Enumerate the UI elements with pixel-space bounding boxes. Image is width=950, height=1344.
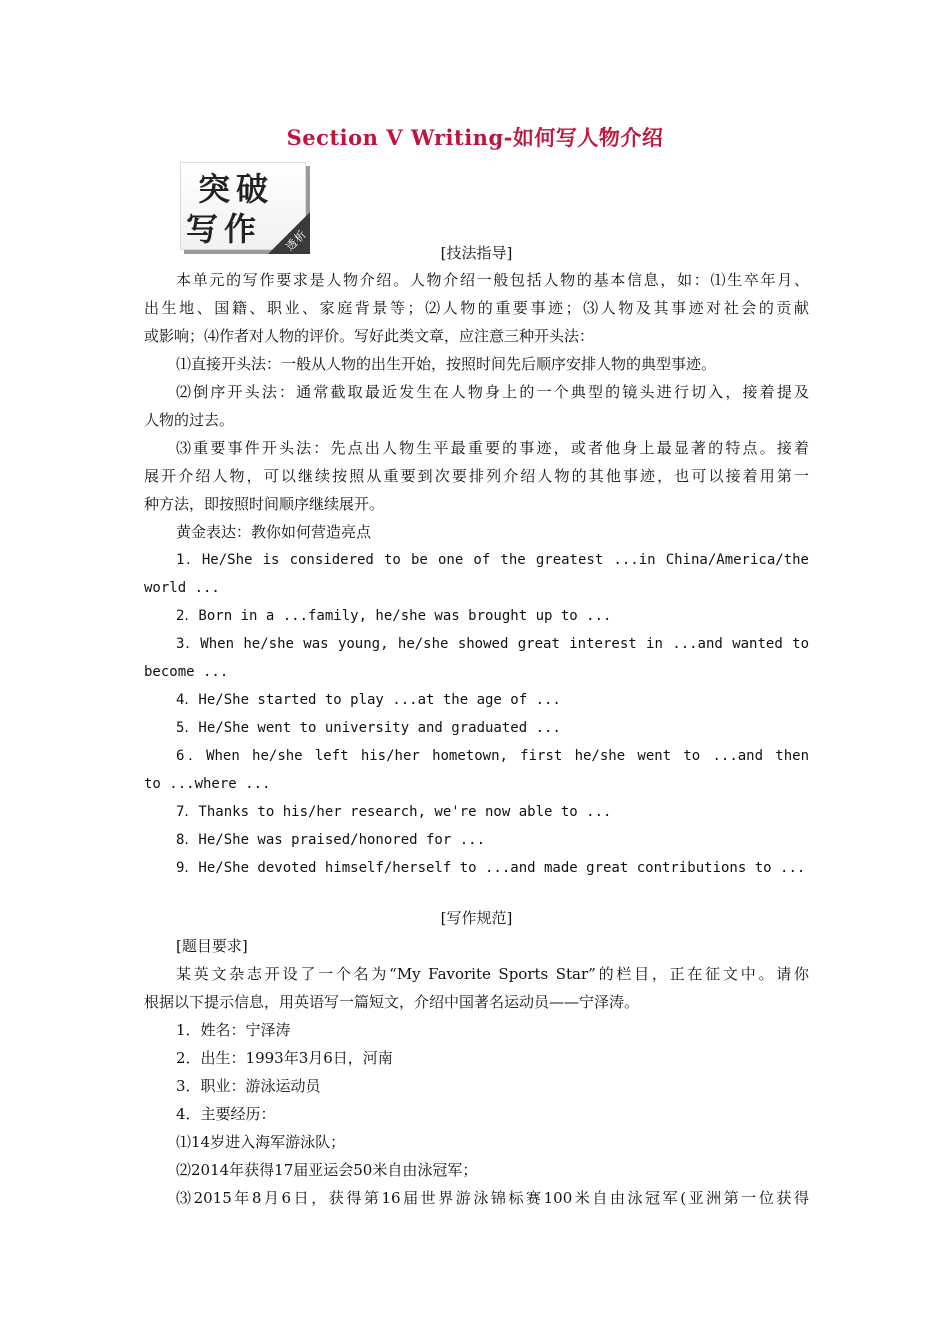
- fact-item: 1．姓名：宁泽涛: [176, 1021, 291, 1039]
- badge-line1: 突破: [198, 170, 275, 208]
- phrase-item: 1．He/She is considered to be one of the greatest ...in China/America/the: [176, 552, 809, 568]
- task-line: 某英文杂志开设了一个名为“My Favorite Sports Star”的栏目，正在征文中。请你: [176, 965, 809, 983]
- badge-line2: 写作: [186, 210, 263, 248]
- intro-line: 出生地、国籍、职业、家庭背景等；⑵人物的重要事迹；⑶人物及其事迹对社会的贡献: [144, 299, 809, 317]
- intro-line: 或影响；⑷作者对人物的评价。写好此类文章，应注意三种开头法：: [144, 327, 595, 345]
- section-heading-writing: [写作规范]: [440, 909, 513, 927]
- experience-item: ⑵2014年获得17届亚运会50米自由泳冠军；: [176, 1161, 478, 1179]
- method-key-event: 展开介绍人物，可以继续按照从重要到次要排列介绍人物的其他事迹，也可以接着用第一: [144, 467, 809, 485]
- phrase-item: 5．He/She went to university and graduated ...: [176, 720, 561, 736]
- intro-line: 本单元的写作要求是人物介绍。人物介绍一般包括人物的基本信息，如：⑴生卒年月、: [176, 271, 809, 289]
- phrase-item: 3．When he/she was young, he/she showed great interest in ...and wanted to: [176, 636, 809, 652]
- phrase-item: 2．Born in a ...family, he/she was brought up to ...: [176, 608, 612, 624]
- phrase-item: become ...: [144, 664, 229, 680]
- method-direct: ⑴直接开头法：一般从人物的出生开始，按照时间先后顺序安排人物的典型事迹。: [176, 355, 717, 373]
- fact-item: 3．职业：游泳运动员: [176, 1077, 321, 1095]
- phrase-item: 4．He/She started to play ...at the age of ...: [176, 692, 561, 708]
- experience-item: ⑶2015年8月6日，获得第16届世界游泳锦标赛100米自由泳冠军(亚洲第一位获得: [176, 1189, 809, 1207]
- phrase-item: 7．Thanks to his/her research, we're now able to ...: [176, 804, 612, 820]
- method-reverse: 人物的过去。: [144, 411, 235, 429]
- fact-item: 2．出生：1993年3月6日，河南: [176, 1049, 393, 1067]
- phrase-item: 8．He/She was praised/honored for ...: [176, 832, 486, 848]
- phrase-item: to ...where ...: [144, 776, 271, 792]
- method-key-event: 种方法，即按照时间顺序继续展开。: [144, 495, 385, 513]
- method-reverse: ⑵倒序开头法：通常截取最近发生在人物身上的一个典型的镜头进行切入，接着提及: [176, 383, 809, 401]
- phrase-item: world ...: [144, 580, 220, 596]
- method-key-event: ⑶重要事件开头法：先点出人物生平最重要的事迹，或者他身上最显著的特点。接着: [176, 439, 809, 457]
- badge-corner-text: 透析: [283, 227, 310, 254]
- phrase-item: 6．When he/she left his/her hometown, first he/she went to ...and then: [176, 748, 809, 764]
- golden-heading: 黄金表达：教你如何营造亮点: [176, 523, 372, 541]
- page-title: Section Ⅴ Writing-如何写人物介绍: [286, 125, 664, 150]
- section-badge: [180, 162, 312, 254]
- fact-item: 4．主要经历：: [176, 1105, 276, 1123]
- task-line: 根据以下提示信息，用英语写一篇短文，介绍中国著名运动员——宁泽涛。: [144, 993, 640, 1011]
- section-heading-techniques: [技法指导]: [440, 244, 513, 262]
- task-heading: [题目要求]: [176, 937, 248, 955]
- experience-item: ⑴14岁进入海军游泳队；: [176, 1133, 346, 1151]
- phrase-item: 9．He/She devoted himself/herself to ...and made great contributions to ...: [176, 860, 806, 876]
